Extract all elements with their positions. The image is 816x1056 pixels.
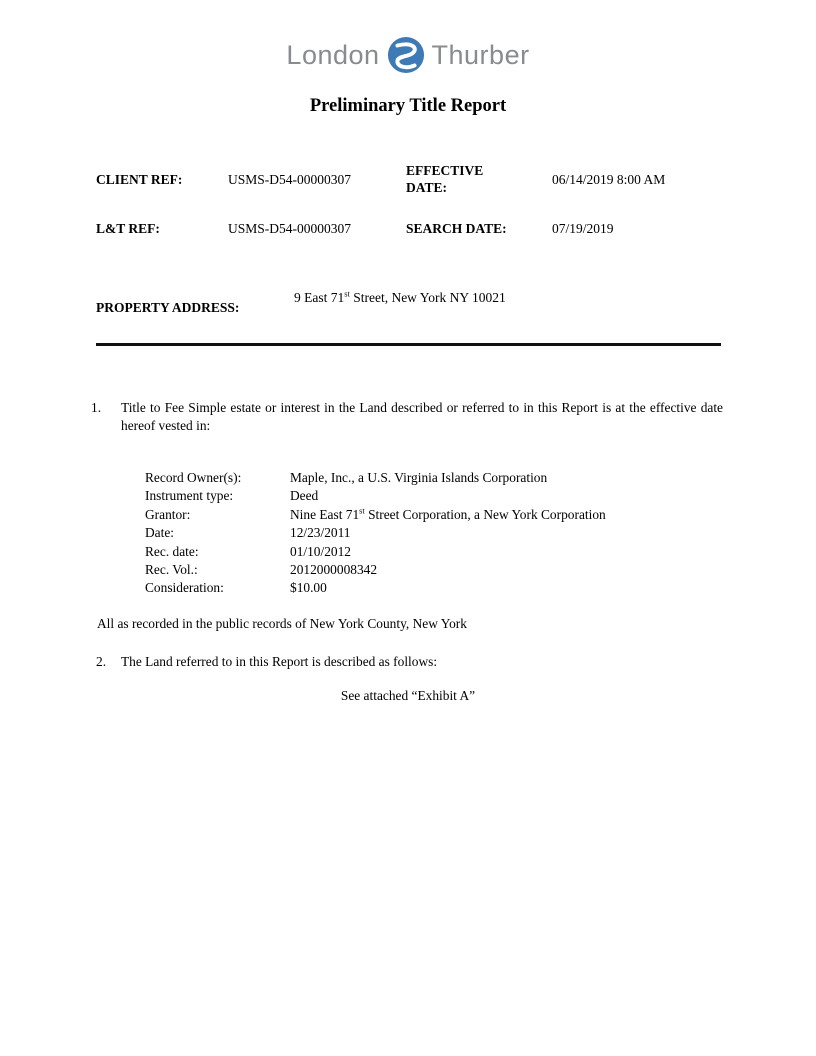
record-value: Deed bbox=[290, 488, 319, 504]
item-2-number: 2. bbox=[96, 654, 107, 669]
client-ref-label: CLIENT REF: bbox=[96, 172, 183, 187]
record-label: Instrument type: bbox=[145, 488, 234, 504]
lt-ref-value: USMS-D54-00000307 bbox=[228, 221, 352, 236]
logo-text-thurber: Thurber bbox=[431, 39, 530, 70]
horizontal-divider bbox=[96, 343, 721, 346]
search-date-label: SEARCH DATE: bbox=[406, 220, 507, 236]
exhibit-note: See attached “Exhibit A” bbox=[340, 688, 476, 703]
lt-ref-label: L&T REF: bbox=[96, 221, 160, 236]
ref-row-2 bbox=[96, 216, 722, 242]
record-label: Grantor: bbox=[145, 506, 191, 522]
numbered-item-1 bbox=[91, 399, 723, 434]
record-value: 01/10/2012 bbox=[290, 543, 352, 559]
swirl-globe-icon bbox=[387, 36, 425, 74]
record-value: Nine East 71st Street Corporation, a New York Corporation bbox=[290, 506, 606, 522]
reference-block bbox=[96, 158, 722, 242]
client-ref-value: USMS-D54-00000307 bbox=[228, 172, 352, 187]
numbered-item-2 bbox=[96, 653, 723, 671]
table-row bbox=[145, 524, 606, 542]
record-label: Date: bbox=[145, 525, 174, 541]
search-date-value: 07/19/2019 bbox=[552, 221, 614, 236]
table-row bbox=[145, 487, 606, 505]
record-value: $10.00 bbox=[290, 580, 327, 596]
ref-row-1 bbox=[96, 158, 722, 202]
effective-date-value: 06/14/2019 8:00 AM bbox=[552, 172, 666, 187]
record-label: Rec. date: bbox=[145, 543, 199, 559]
record-label: Rec. Vol.: bbox=[145, 562, 198, 578]
table-row bbox=[145, 543, 606, 561]
logo-text-london: London bbox=[286, 39, 380, 70]
record-value: 12/23/2011 bbox=[290, 525, 351, 541]
record-details-table bbox=[145, 469, 606, 598]
record-label: Record Owner(s): bbox=[145, 470, 242, 485]
record-label: Consideration: bbox=[145, 580, 224, 596]
page-title: Preliminary Title Report bbox=[309, 96, 507, 116]
table-row bbox=[145, 561, 606, 579]
table-row bbox=[145, 506, 606, 524]
recorded-note: All as recorded in the public records of New York County, New York bbox=[97, 616, 467, 631]
property-address-value: 9 East 71st Street, New York NY 10021 bbox=[294, 289, 506, 305]
item-1-number: 1. bbox=[91, 400, 102, 415]
record-value: Maple, Inc., a U.S. Virginia Islands Corporation bbox=[290, 470, 548, 485]
table-row bbox=[145, 469, 606, 487]
item-1-text: Title to Fee Simple estate or interest in the Land described or referred to in this Report is at the effective date hereof vested in: bbox=[121, 400, 723, 433]
property-address-label: PROPERTY ADDRESS: bbox=[96, 300, 240, 315]
effective-date-label: EFFECTIVE DATE: bbox=[406, 163, 484, 195]
company-logo bbox=[0, 36, 816, 74]
item-2-text: The Land referred to in this Report is described as follows: bbox=[121, 654, 438, 669]
record-value: 2012000008342 bbox=[290, 562, 378, 578]
table-row bbox=[145, 579, 606, 597]
